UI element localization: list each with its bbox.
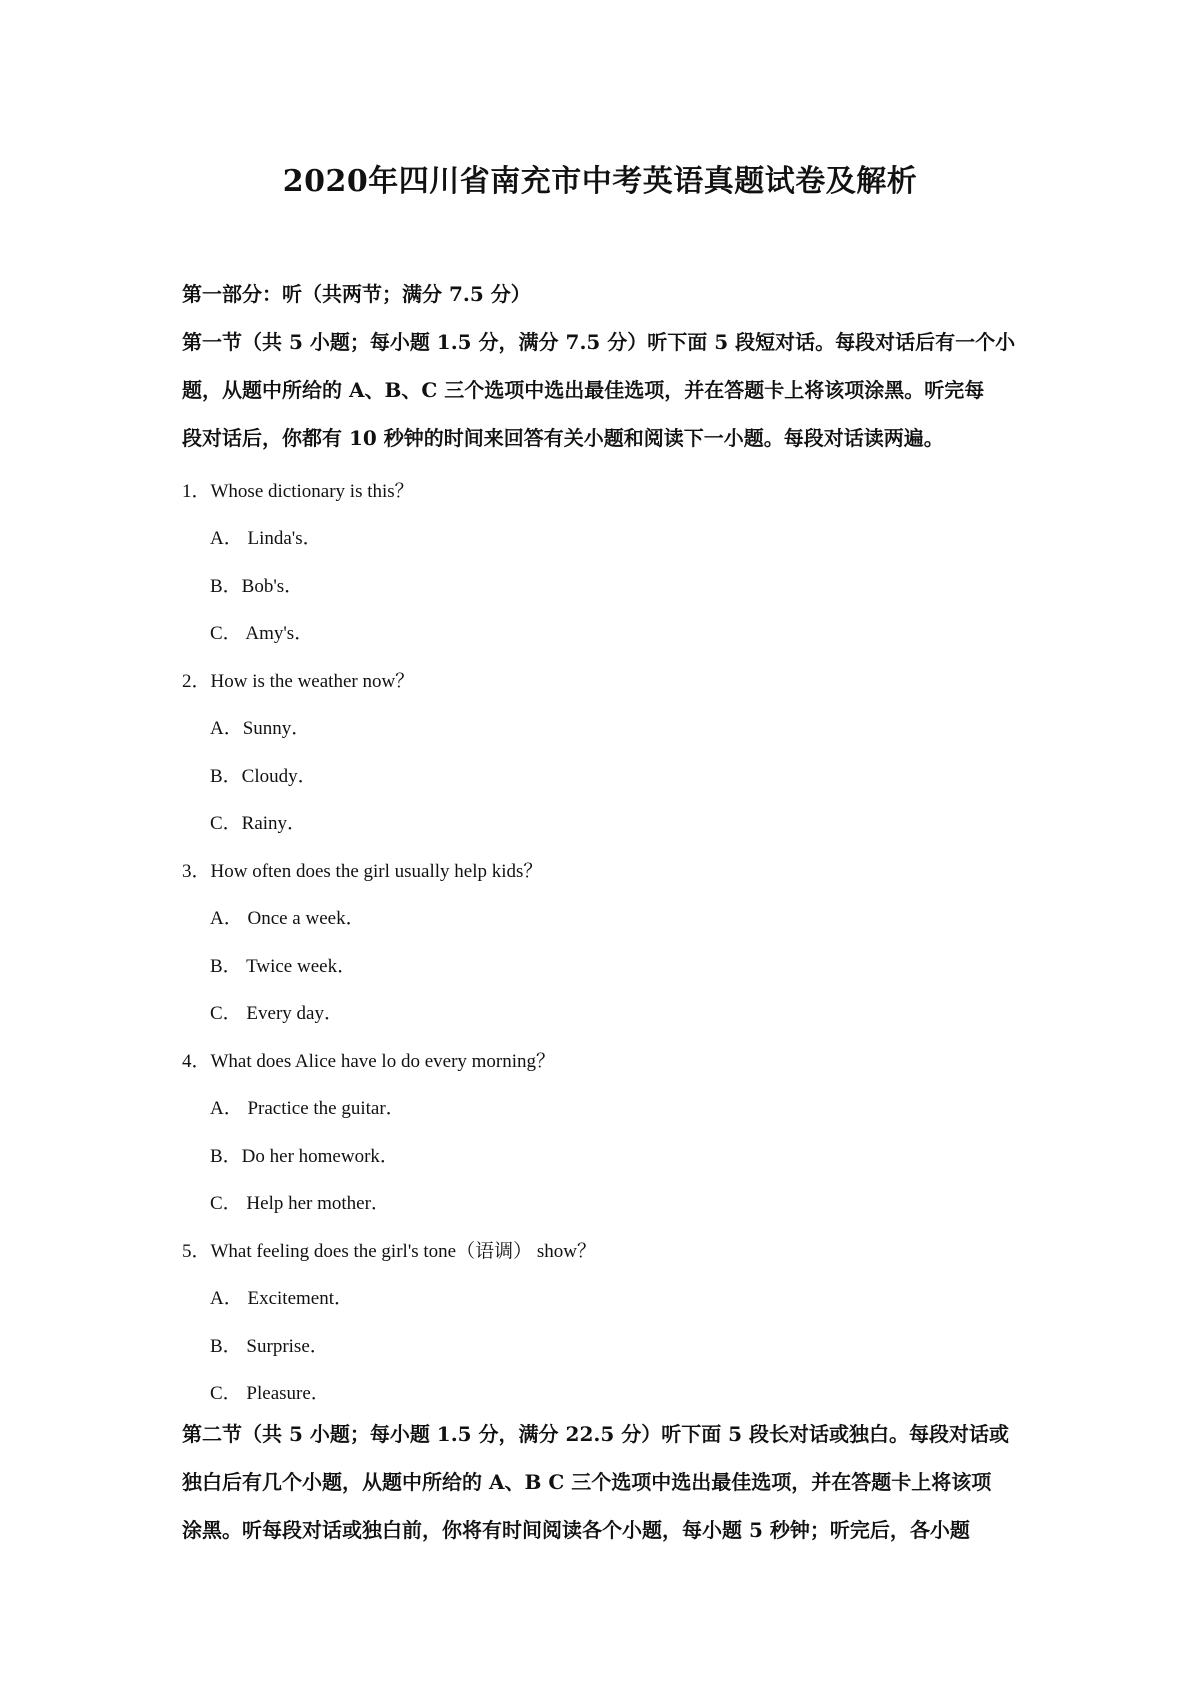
question-text: 2．How is the weather now？: [182, 671, 415, 692]
page-title: 2020年四川省南充市中考英语真题试卷及解析: [282, 164, 918, 199]
section1-line: 题，从题中所给的 A、B、C 三个选项中选出最佳选项，并在答题卡上将该项涂黑。听完每: [182, 378, 985, 402]
section2-line: 涂黑。听每段对话或独白前，你将有时间阅读各个小题，每小题 5 秒钟；听完后，各小题: [182, 1518, 970, 1542]
option-a: A．Sunny．: [210, 718, 311, 739]
option-c: C．Rainy．: [210, 813, 307, 834]
option-b: B． Surprise．: [210, 1336, 329, 1357]
option-a: A． Linda's．: [210, 528, 322, 549]
option-c: C． Amy's．: [210, 623, 314, 644]
option-a: A． Once a week．: [210, 908, 365, 929]
option-b: B．Cloudy．: [210, 766, 317, 787]
option-c: C． Every day．: [210, 1003, 343, 1024]
part1-heading: 第一部分：听（共两节；满分 7.5 分）: [182, 282, 531, 306]
section1-line: 段对话后，你都有 10 秒钟的时间来回答有关小题和阅读下一小题。每段对话读两遍。: [182, 426, 944, 450]
option-b: B． Twice week．: [210, 956, 357, 977]
option-b: B．Do her homework．: [210, 1146, 399, 1167]
question-text: 1．Whose dictionary is this？: [182, 481, 414, 502]
section1-line: 第一节（共 5 小题；每小题 1.5 分，满分 7.5 分）听下面 5 段短对话。每段对话后有一个小: [182, 330, 1016, 354]
option-a: A． Excitement．: [210, 1288, 353, 1309]
section2-line: 第二节（共 5 小题；每小题 1.5 分，满分 22.5 分）听下面 5 段长对话或独白。每段对话或: [182, 1422, 1010, 1446]
question-text: 5．What feeling does the girl's tone（语调） show？: [182, 1241, 596, 1262]
option-a: A． Practice the guitar．: [210, 1098, 405, 1119]
question-text: 3．How often does the girl usually help kids？: [182, 861, 543, 882]
option-b: B．Bob's．: [210, 576, 304, 597]
option-c: C． Help her mother．: [210, 1193, 390, 1214]
section2-line: 独白后有几个小题，从题中所给的 A、B C 三个选项中选出最佳选项，并在答题卡上将该项: [182, 1470, 992, 1494]
question-text: 4．What does Alice have lo do every morning？: [182, 1051, 556, 1072]
option-c: C． Pleasure．: [210, 1383, 330, 1404]
